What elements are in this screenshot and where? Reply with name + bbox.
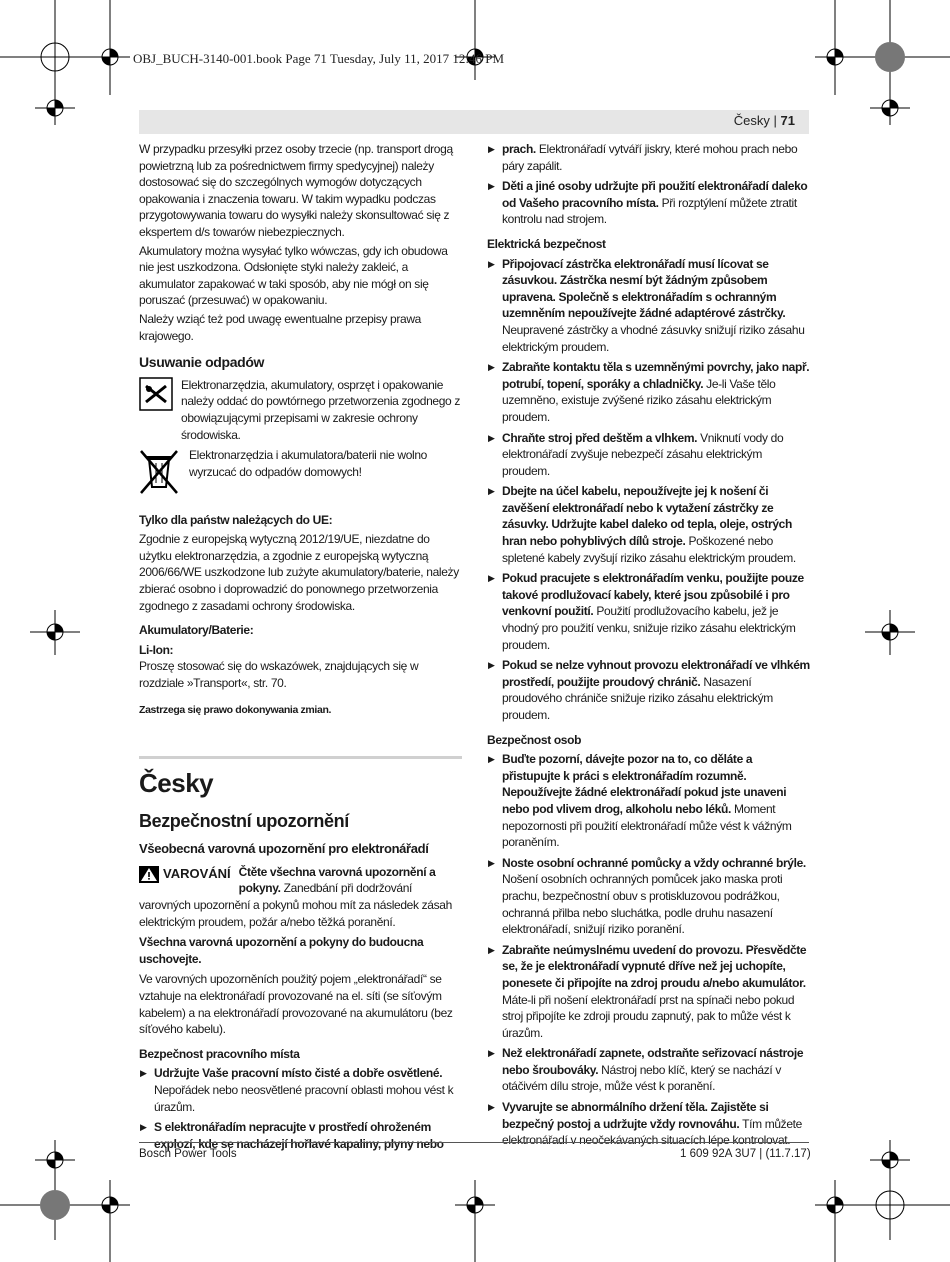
keep-instructions: Všechna varovná upozornění a pokyny do budoucna uschovejte. <box>139 935 424 966</box>
page-number: 71 <box>780 113 795 128</box>
item-text: Nástroj nebo klíč, který se nachází v otáčivém dílu stroje, může vést k poranění. <box>502 1062 781 1094</box>
li-ion-text: Proszę stosować się do wskazówek, znajdujących się w rozdziale »Transport«, str. 70. <box>139 659 419 691</box>
regulations-paragraph: Należy wziąć też pod uwagę ewentualne przepisy prawa krajowego. <box>139 311 421 343</box>
list-item <box>487 430 810 480</box>
rights-note: Zastrzega się prawo dokonywania zmian. <box>139 703 332 716</box>
section-divider <box>139 756 462 759</box>
item-text: Při rozptýlení můžete ztratit kontrolu nad strojem. <box>502 195 797 227</box>
item-bold: Dbejte na účel kabelu, nepoužívejte jej k nošení či zavěšení elektronářadí nebo k vytažení zástrčky ze zásuvky. Udržujte kabel daleko od tepla, oleje, ostrých hran nebo pohyblivých dílů stroje. <box>502 484 792 549</box>
list-item-continued <box>487 141 810 174</box>
item-bold: Udržujte Vaše pracovní místo čisté a dobře osvětlené. <box>154 1066 443 1081</box>
list-item <box>487 256 810 356</box>
warning-label: VAROVÁNÍ <box>163 866 231 882</box>
item-bold: prach. <box>502 142 536 156</box>
eu-heading: Tylko dla państw należących do UE: <box>139 512 333 527</box>
item-text: Nepořádek nebo neosvětlené pracovní oblasti mohou vést k úrazům. <box>154 1082 454 1114</box>
item-text: Tím můžete elektronářadí v neočekávaných situacích lépe kontrolovat. <box>502 1116 802 1148</box>
footer-brand: Bosch Power Tools <box>139 1148 237 1160</box>
personal-safety-heading: Bezpečnost osob <box>487 732 582 747</box>
item-text: Nasazení proudového chrániče snižuje riziko zásahu elektrickým proudem. <box>502 674 773 722</box>
warning-bold: Čtěte všechna varovná upozornění a pokyny. <box>238 864 436 896</box>
item-text: Neupravené zástrčky a vhodné zásuvky snižují riziko zásahu elektrickým proudem. <box>502 322 805 354</box>
item-bold: Pokud pracujete s elektronářadím venku, použijte pouze takové prodlužovací kabely, které jsou způsobilé i pro venkovní použití. <box>502 571 804 619</box>
item-text: Nošení osobních ochranných pomůcek jako maska proti prachu, bezpečnostní obuv s protiskluzovou podrážkou, ochranná přilba nebo sluchátka, podle druhu nasazení elektronářadí, snižují riziko poranění. <box>502 872 783 937</box>
batteries-heading: Akumulatory/Baterie: <box>139 623 254 638</box>
right-column <box>487 141 810 1153</box>
footer-doc-number: 1 609 92A 3U7 | (11.7.17) <box>680 1148 811 1160</box>
item-text: Elektronářadí vytváří jiskry, které mohou prach nebo páry zapálit. <box>502 142 798 173</box>
footer-divider <box>139 1142 809 1143</box>
workplace-heading: Bezpečnost pracovního místa <box>139 1046 300 1061</box>
disposal-text-1: Elektronarzędzia, akumulatory, osprzęt i opakowanie należy oddać do powtórnego przetworzenia zgodnego z obowiązującymi przepisami w zakresie ochrony środowiska. <box>181 377 461 442</box>
item-text: Je-li Vaše tělo uzemněno, existuje zvýšené riziko zásahu elektrickým proudem. <box>502 376 776 424</box>
left-column <box>139 141 462 1156</box>
list-item <box>487 178 810 228</box>
list-item <box>487 942 810 1042</box>
warning-triangle-icon <box>139 866 159 883</box>
term-definition: Ve varovných upozorněních použitý pojem „elektronářadí“ se vztahuje na elektronářadí provozované na el. síti (se síťovým kabelem) a na elektronářadí provozované na akumulátoru (bez síťového kabelu). <box>139 972 453 1037</box>
list-item <box>487 570 810 653</box>
item-bold: Zabraňte neúmyslnému uvedení do provozu. Přesvědčte se, že je elektronářadí vypnuté dříve než jej uchopíte, ponesete či připojíte na zdroj proudu a/nebo akumulátor. <box>502 942 807 990</box>
safety-title: Bezpečnostní upozornění <box>139 811 349 832</box>
electrical-heading: Elektrická bezpečnost <box>487 236 606 251</box>
item-text: Moment nepozornosti při použití elektronářadí může vést k vážným poraněním. <box>502 801 792 850</box>
header-separator: | <box>769 113 781 128</box>
list-item <box>487 483 810 566</box>
item-bold: S elektronářadím nepracujte v prostředí ohroženém explozí, kde se nacházejí hořlavé kapaliny, plyny nebo <box>154 1120 444 1151</box>
warning-paragraph <box>139 864 462 930</box>
list-item <box>487 855 810 938</box>
header-language: Česky <box>733 113 770 128</box>
list-item <box>139 1065 462 1115</box>
li-ion-heading: Li-Ion: <box>139 642 174 657</box>
item-bold: Buďte pozorní, dávejte pozor na to, co děláte a přistupujte k práci s elektronářadím rozumně. Nepoužívejte žádné elektronářadí pokud jste unaveni nebo pod vlivem drog, alkoholu nebo léků. <box>502 752 787 816</box>
list-item <box>487 1045 810 1095</box>
item-bold: Děti a jiné osoby udržujte při použití elektronářadí daleko od Vašeho pracovního místa. <box>502 179 808 210</box>
language-title: Česky <box>139 768 214 799</box>
list-item <box>487 657 810 723</box>
item-text: Máte-li při nošení elektronářadí prst na spínači nebo pokud stroj připojíte ke zdroji proudu zapnutý, pak to může vést k úrazům. <box>502 992 795 1040</box>
item-bold: Chraňte stroj před deštěm a vlhkem. <box>502 430 698 445</box>
item-bold: Zabraňte kontaktu těla s uzemněnými povrchy, jako např. potrubí, topení, sporáky a chladničky. <box>502 360 810 391</box>
shipping-paragraph: W przypadku przesyłki przez osoby trzecie (np. transport drogą powietrzną lub za pośrednictwem firmy spedycyjnej) należy dostosować się do szczególnych wymogów dotyczących opakowania i znaczenia towaru. W takim wypadku podczas przygotowywania towaru do wysyłki należy skonsultować się z ekspertem d/s towarów niebezpiecznych. <box>139 142 453 239</box>
item-bold: Připojovací zástrčka elektronářadí musí lícovat se zásuvkou. Zástrčka nesmí být žádným způsobem upravena. Společně s elektronářadím s ochranným uzemněním nepoužívejte žádné adaptérové zástrčky. <box>502 256 786 321</box>
battery-paragraph: Akumulatory można wysyłać tylko wówczas, gdy ich obudowa nie jest uszkodzona. Odsłonięte styki należy zakleić, a akumulator zapakować w taki sposób, aby nie mógł on się poruszać (przesuwać) w opakowaniu. <box>139 243 448 308</box>
item-bold: Než elektronářadí zapnete, odstraňte seřizovací nástroje nebo šroubováky. <box>502 1046 804 1077</box>
warning-badge <box>139 866 231 883</box>
item-text: Použití prodlužovacího kabelu, jež je vhodný pro použití venku, snižuje riziko zásahu elektrickým proudem. <box>502 604 796 652</box>
disposal-heading: Usuwanie odpadów <box>139 354 265 371</box>
crossed-bin-icon <box>137 447 171 502</box>
item-text: Poškozené nebo spletené kabely zvyšují riziko zásahu elektrickým proudem. <box>502 534 796 565</box>
page-header <box>139 110 809 134</box>
warning-text: Zanedbání při dodržování varovných upozornění a pokynů mohou mít za následek zásah elektrickým proudem, požár a/nebo těžká poranění. <box>139 881 452 929</box>
header-text <box>734 113 795 128</box>
item-bold: Pokud se nelze vyhnout provozu elektronářadí ve vlhkém prostředí, použijte proudový chránič. <box>502 658 810 689</box>
item-text: Vniknutí vody do elektronářadí zvyšuje nebezpečí zásahu elektrickým proudem. <box>502 430 784 478</box>
eu-text: Zgodnie z europejską wytyczną 2012/19/UE, niezdatne do użytku elektronarzędzia, a zgodnie z europejską wytyczną 2006/66/WE uszkodzone lub zużyte akumulatory/baterie, należy zbierać osobno i doprowadzić do ponownego przetworzenia zgodnego z zasadami ochrony środowiska. <box>139 532 459 613</box>
recycling-icon <box>139 377 173 443</box>
recycling-row <box>139 377 462 443</box>
general-warnings-title: Všeobecná varovná upozornění pro elektronářadí <box>139 841 429 857</box>
item-bold: Noste osobní ochranné pomůcky a vždy ochranné brýle. <box>502 855 806 870</box>
list-item <box>487 751 810 851</box>
weee-row <box>139 447 462 502</box>
list-item <box>487 359 810 425</box>
file-info-line: OBJ_BUCH-3140-001.book Page 71 Tuesday, July 11, 2017 12:46 PM <box>133 51 505 66</box>
item-bold: Vyvarujte se abnormálního držení těla. Zajistěte si bezpečný postoj a udržujte vždy rovnováhu. <box>502 1100 769 1131</box>
disposal-text-2: Elektronarzędzia i akumulatora/baterii nie wolno wyrzucać do odpadów domowych! <box>189 448 428 479</box>
